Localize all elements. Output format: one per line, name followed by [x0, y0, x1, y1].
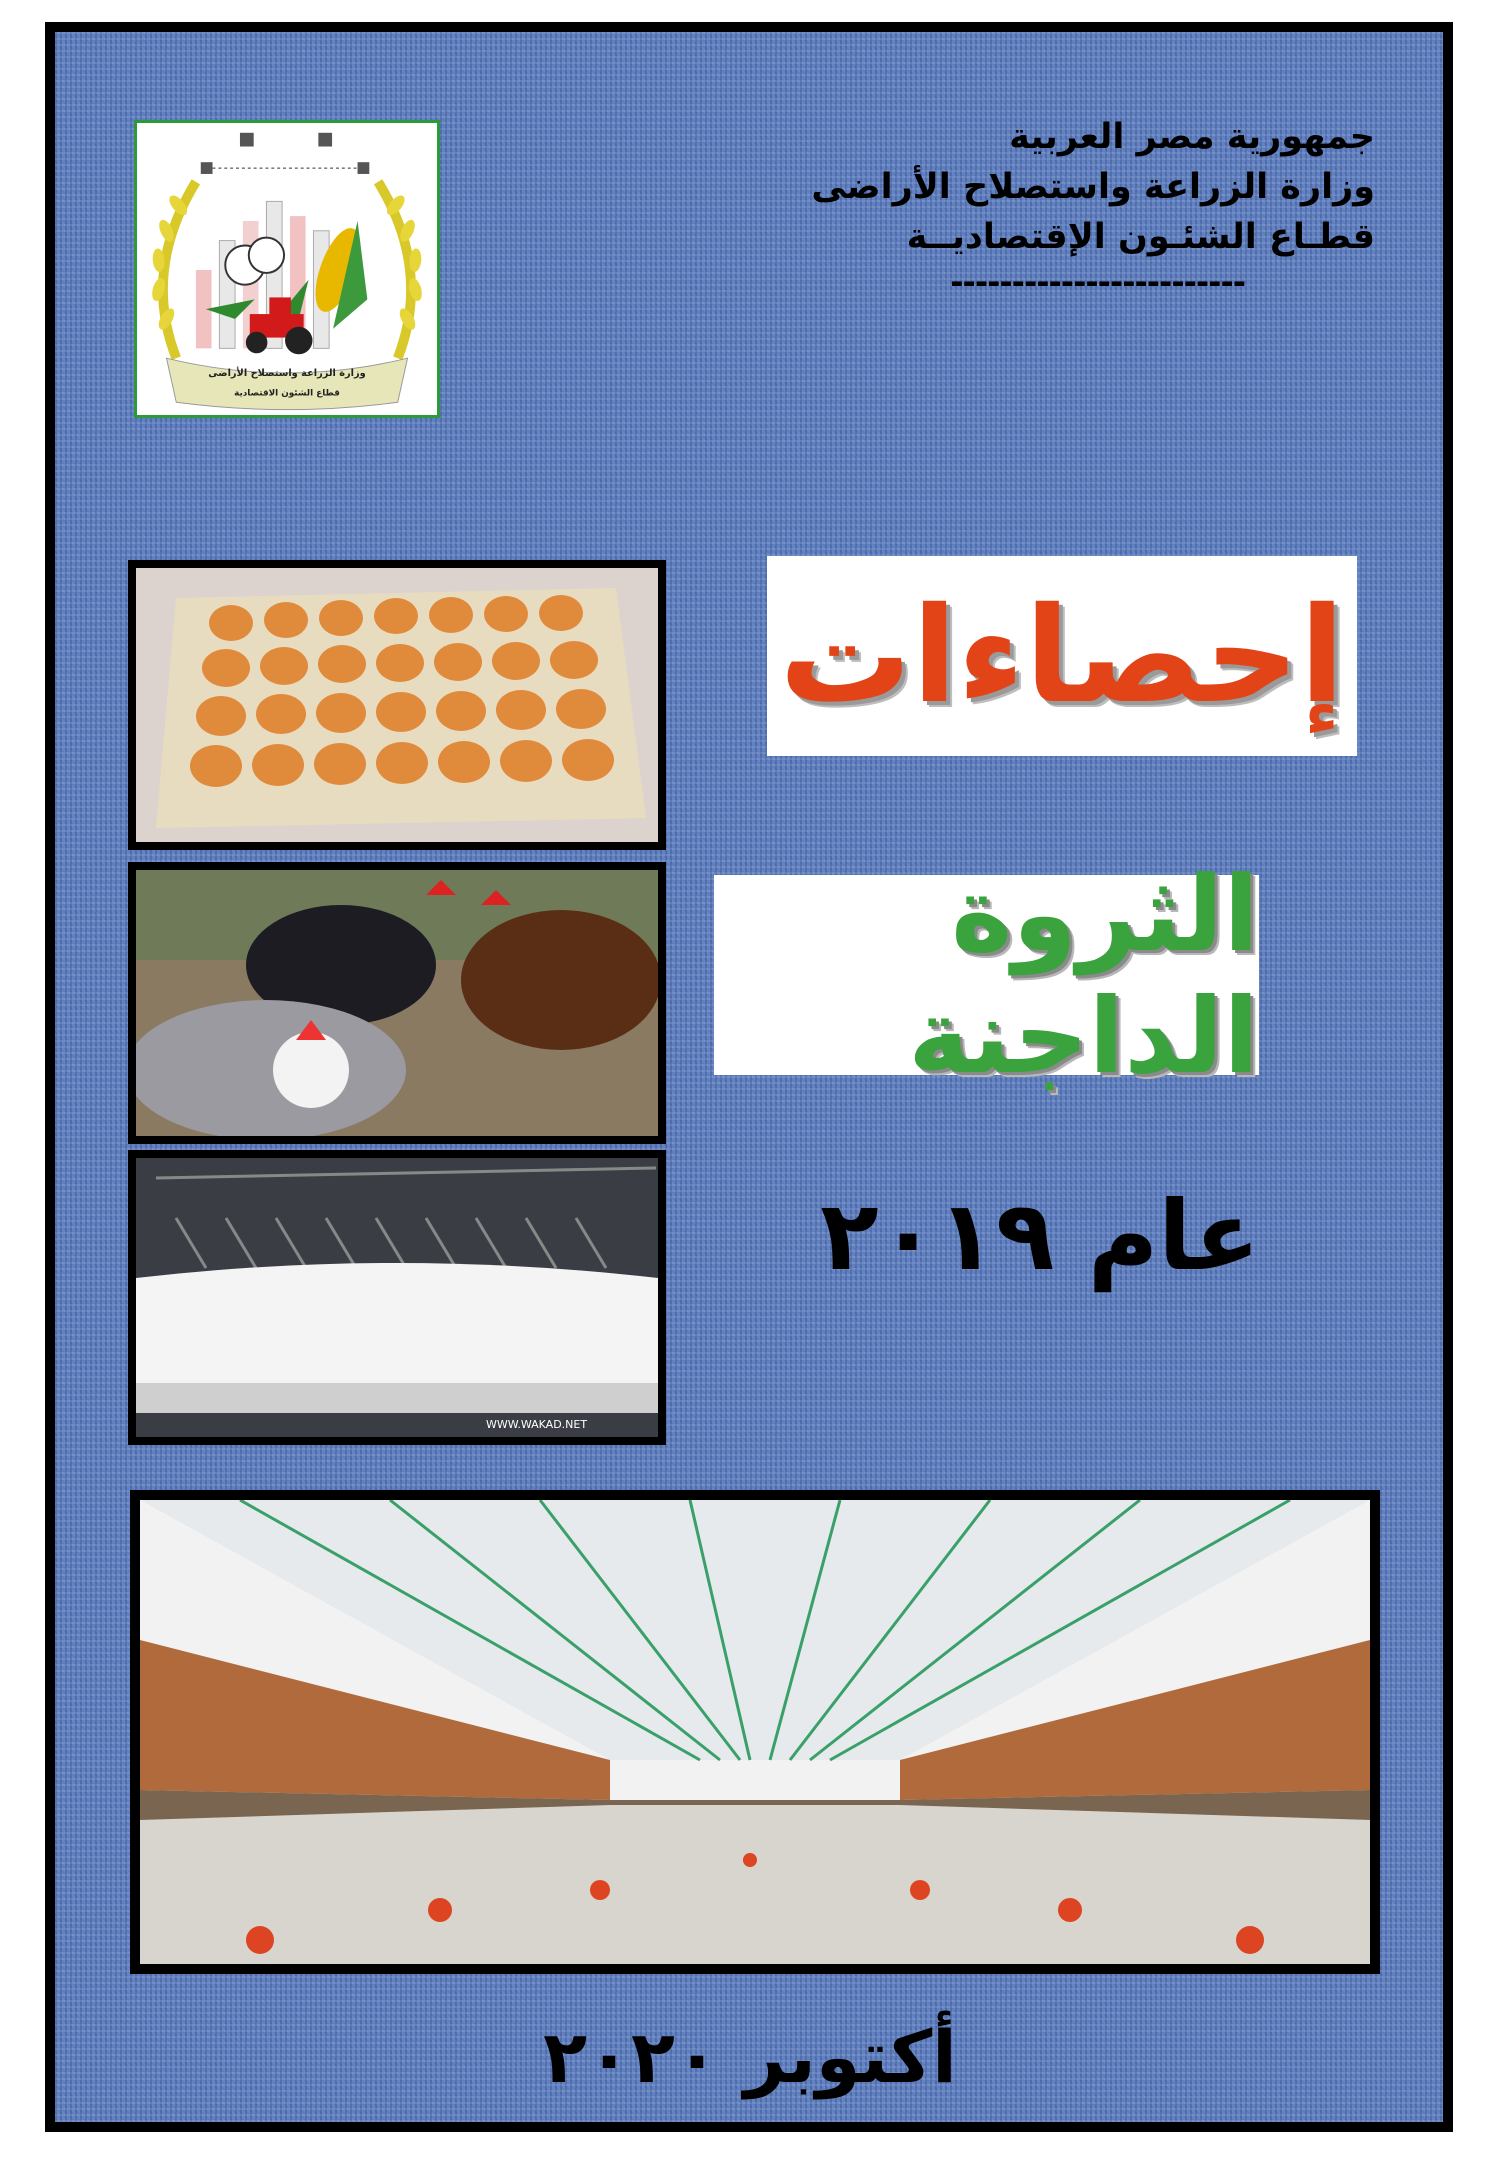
- ministry-name: وزارة الزراعة واستصلاح الأراضى: [811, 167, 1375, 207]
- country-name: جمهورية مصر العربية: [1009, 117, 1375, 157]
- header-rule: ------------------------: [950, 263, 1245, 301]
- poultry-house-photo: [130, 1490, 1380, 1974]
- ministry-logo: [134, 120, 440, 418]
- eggs-photo: [128, 560, 666, 850]
- header: [675, 112, 1375, 302]
- sector-name: قطـاع الشئـون الإقتصاديــة: [906, 217, 1375, 257]
- broilers-photo: [128, 1150, 666, 1445]
- watermark-text: WWW.WAKAD.NET: [486, 1418, 588, 1431]
- hens-photo: [128, 862, 666, 1144]
- publication-date: أكتوبر ٢٠٢٠: [543, 2015, 957, 2099]
- title-statistics: [767, 556, 1357, 756]
- title-statistics-text: إحصاءات: [779, 579, 1345, 733]
- logo-text-2: قطاع الشئون الاقتصادية: [234, 388, 340, 399]
- year-label: عام ٢٠١٩: [820, 1180, 1260, 1292]
- title-poultry-text: الثروة الداجنة: [908, 853, 1259, 1097]
- title-poultry: [714, 853, 1259, 1097]
- logo-text-1: وزارة الزراعة واستصلاح الأراضى: [208, 367, 366, 379]
